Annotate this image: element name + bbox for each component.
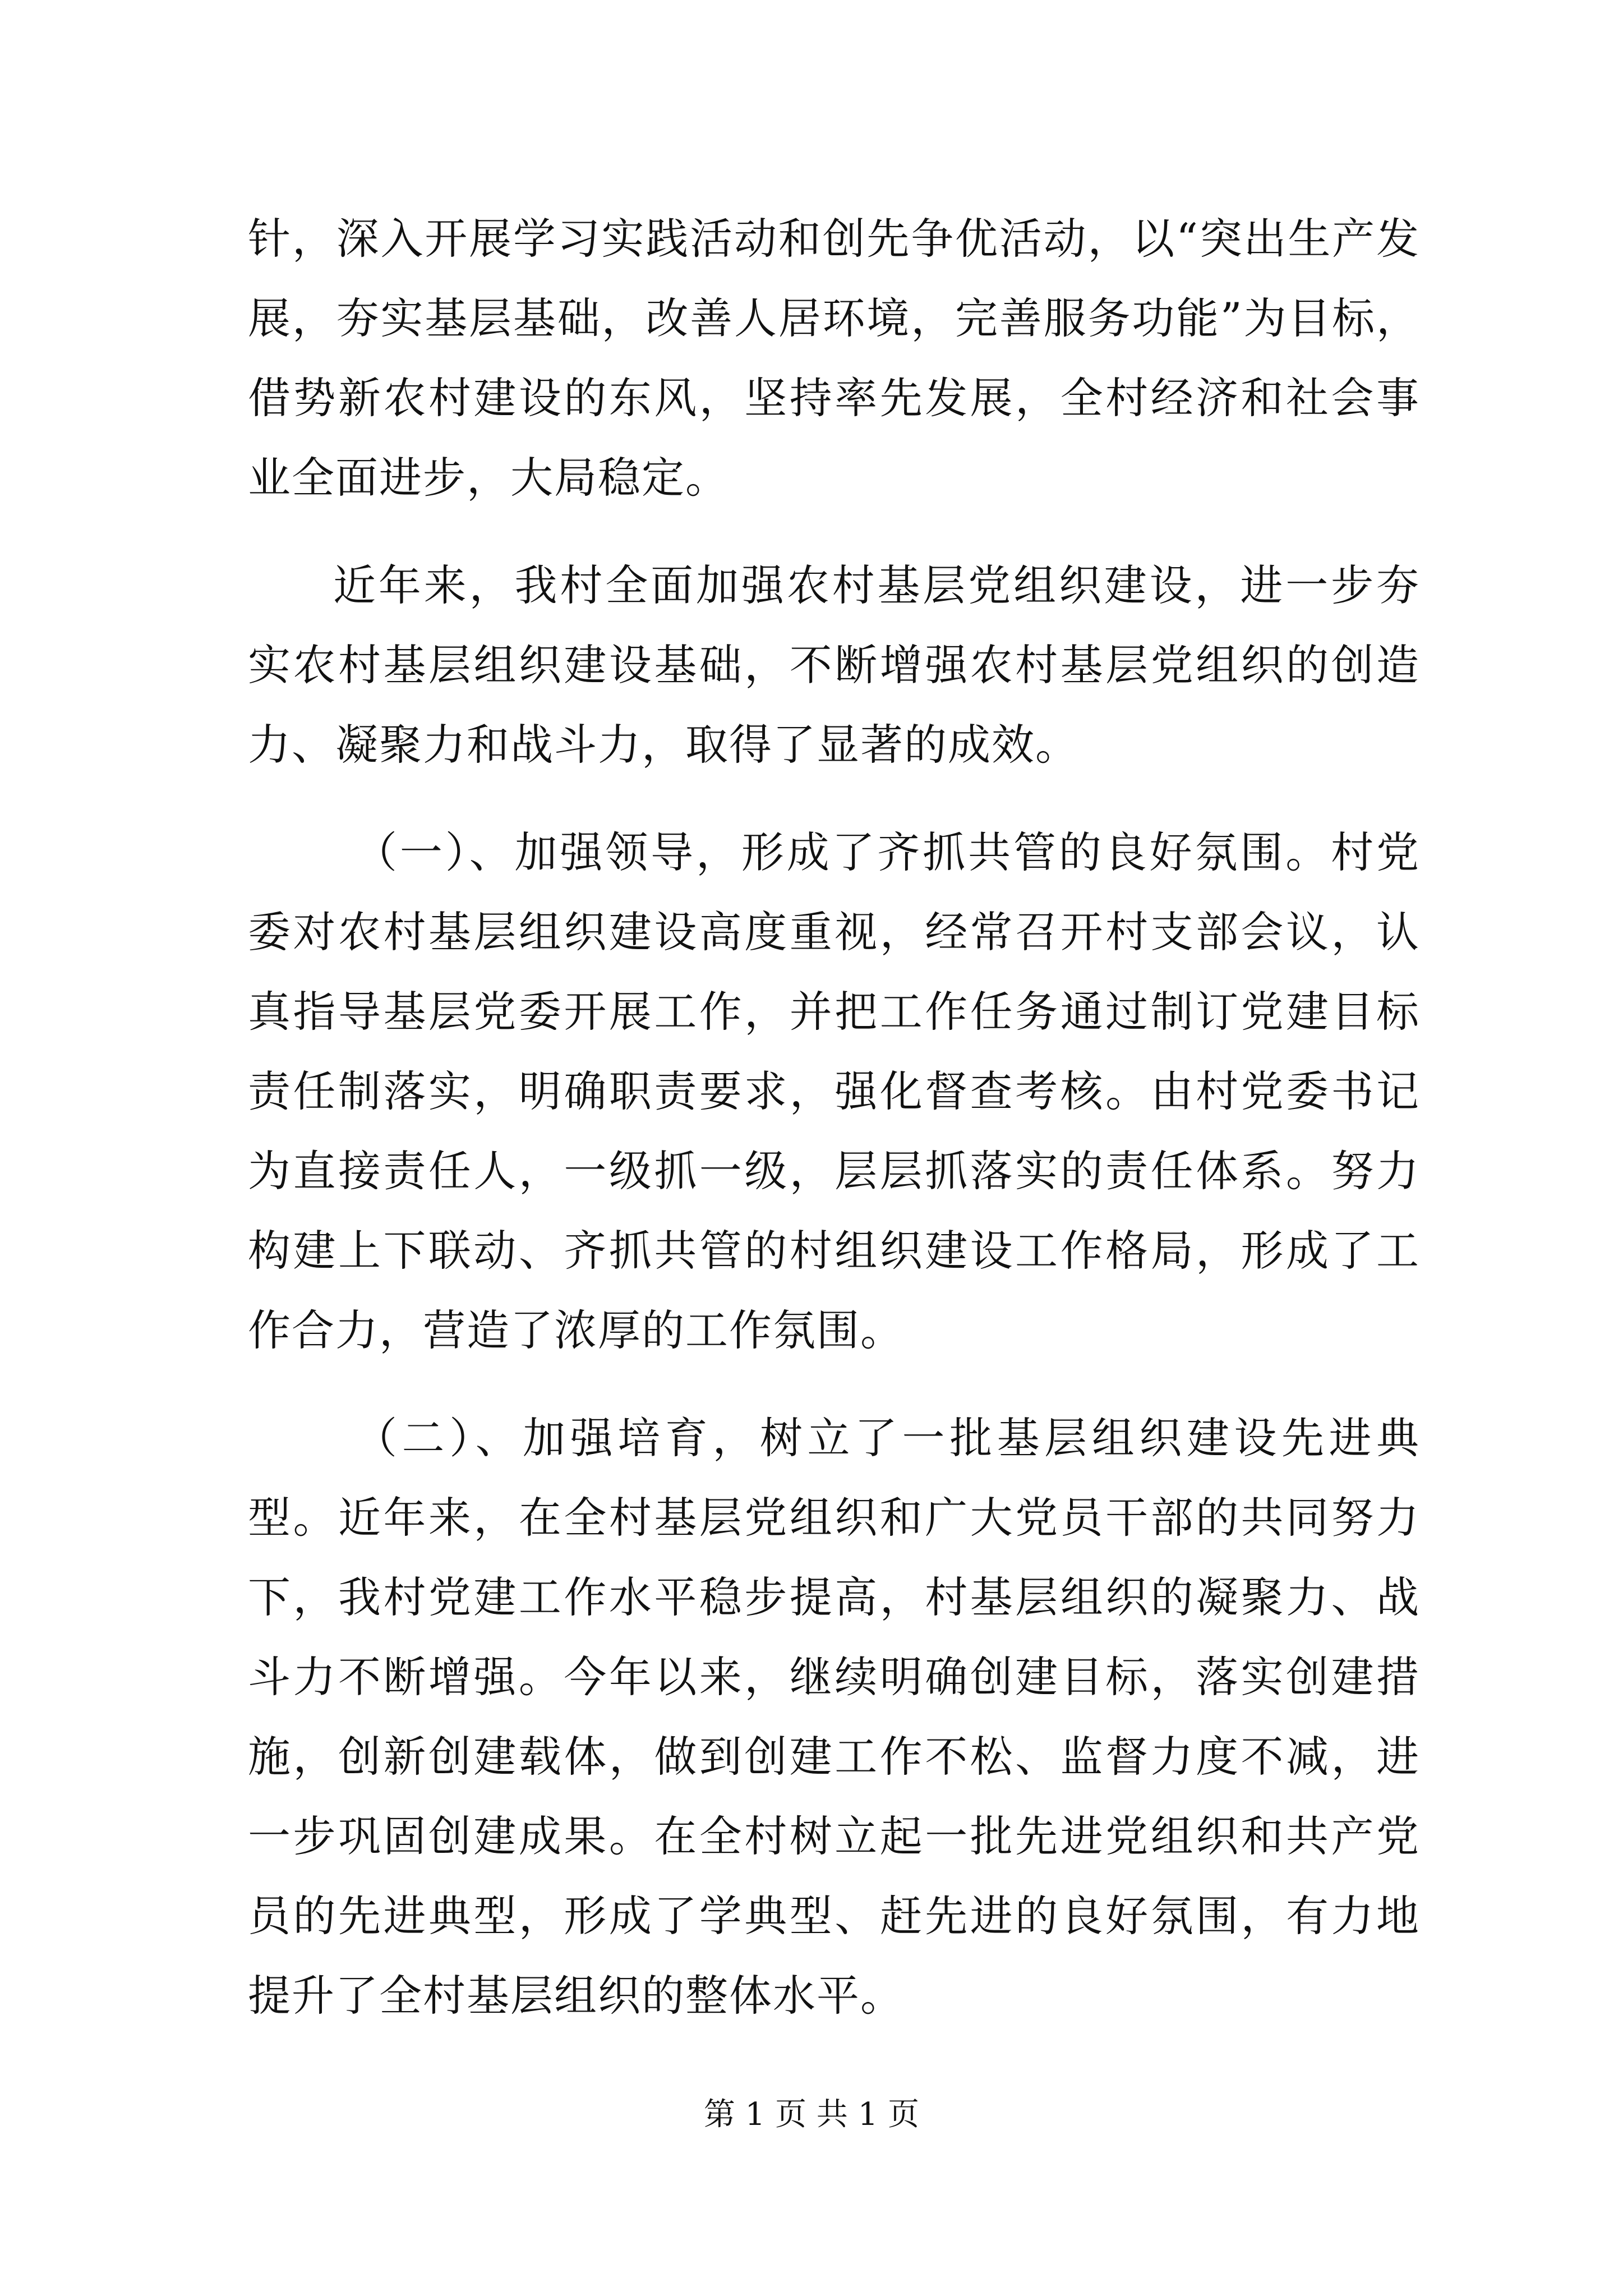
document-body bbox=[248, 199, 1420, 2064]
paragraph-continuation: 针，深入开展学习实践活动和创先争优活动，以“突出生产发展，夯实基层基础，改善人居环境，完善服务功能”为目标，借势新农村建设的东风，坚持率先发展，全村经济和社会事业全面进步，大局稳定。 bbox=[248, 214, 1420, 503]
paragraph-section-one: （一）、加强领导，形成了齐抓共管的良好氛围。村党委对农村基层组织建设高度重视，经常召开村支部会议，认真指导基层党委开展工作，并把工作任务通过制订党建目标责任制落实，明确职责要求，强化督查考核。由村党委书记为直接责任人，一级抓一级，层层抓落实的责任体系。努力构建上下联动、齐抓共管的村组织建设工作格局，形成了工作合力，营造了浓厚的工作氛围。 bbox=[248, 827, 1420, 1355]
paragraph-section-two: （二）、加强培育，树立了一批基层组织建设先进典型。近年来，在全村基层党组织和广大党员干部的共同努力下，我村党建工作水平稳步提高，村基层组织的凝聚力、战斗力不断增强。今年以来，继续明确创建目标，落实创建措施，创新创建载体，做到创建工作不松、监督力度不减，进一步巩固创建成果。在全村树立起一批先进党组织和共产党员的先进典型，形成了学典型、赶先进的良好氛围，有力地提升了全村基层组织的整体水平。 bbox=[248, 1413, 1420, 2021]
paragraph-intro: 近年来，我村全面加强农村基层党组织建设，进一步夯实农村基层组织建设基础，不断增强农村基层党组织的创造力、凝聚力和战斗力，取得了显著的成效。 bbox=[248, 560, 1420, 770]
page-footer: 第 1 页 共 1 页 bbox=[703, 2096, 920, 2133]
